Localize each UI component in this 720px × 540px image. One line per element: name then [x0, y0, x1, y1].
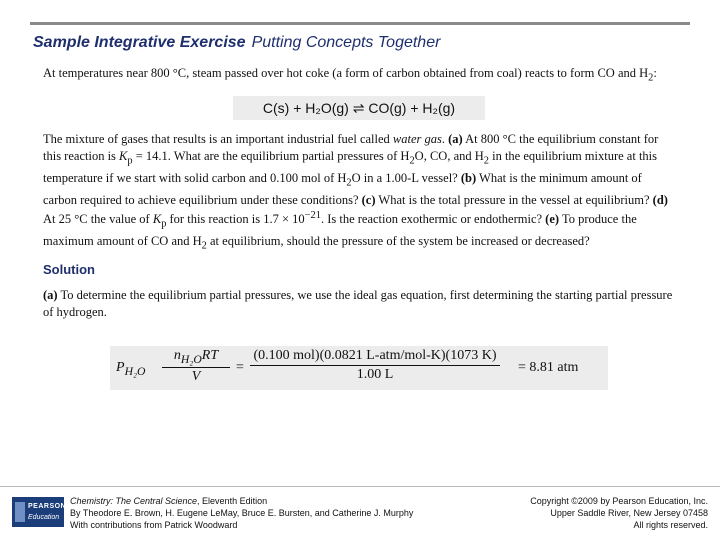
intro-end: : — [653, 66, 657, 80]
problem-text: The mixture of gases that results is an important industrial fuel called — [43, 132, 393, 146]
subscript: 2 — [346, 177, 352, 188]
problem-text: O in a 1.00-L vessel? — [351, 170, 461, 185]
fraction-denominator: V — [191, 368, 201, 384]
exponent: −21 — [304, 210, 321, 221]
problem-text: What is the minimum amount of carbon required to achieve equilibrium under these conditions? — [43, 170, 642, 207]
part-e-label: (e) — [545, 212, 560, 227]
solution-text: To determine the equilibrium partial pressures, we use the ideal gas equation, first determining the starting partial pressure of hydrogen. — [43, 288, 673, 319]
problem-text: for this reaction is 1.7 × 10 — [166, 212, 305, 227]
n-symbol: n — [173, 348, 181, 363]
part-c-label: (c) — [361, 192, 376, 207]
problem-text: . — [441, 132, 449, 146]
numeric-denominator: 1.00 L — [356, 367, 394, 382]
solution-heading: Solution — [43, 262, 95, 277]
problem-text: At 25 °C the value of — [43, 212, 153, 227]
address-line: Upper Saddle River, New Jersey 07458 — [550, 508, 708, 518]
problem-text: At 800 °C the equilibrium constant for this reaction is — [43, 132, 659, 163]
pressure-symbol: P — [116, 360, 125, 375]
equation-lhs — [116, 360, 145, 378]
numeric-numerator: (0.100 mol)(0.0821 L-atm/mol-K)(1073 K) — [253, 348, 497, 363]
subscript: 2 — [483, 155, 489, 166]
pressure-sub: H₂O — [124, 364, 146, 378]
gas-law-fraction — [162, 348, 230, 385]
problem-text: What is the total pressure in the vessel at equilibrium? — [375, 192, 653, 207]
footer-citation — [70, 495, 413, 531]
intro-text: At temperatures near 800 °C, steam passed over hot coke (a form of carbon obtained from coal) reacts to form CO and H — [43, 66, 649, 80]
kp-symbol: K — [119, 148, 128, 163]
part-d-label: (d) — [652, 192, 668, 207]
kp-sub: p — [161, 218, 167, 230]
reaction-equation: C(s) + H₂O(g) ⇌ CO(g) + H₂(g) — [233, 96, 485, 120]
subscript: 2 — [201, 240, 207, 252]
logo-mark — [15, 502, 25, 522]
kp-symbol: K — [152, 212, 162, 227]
problem-text: To produce the maximum amount of CO and H — [43, 212, 637, 249]
pearson-logo — [12, 497, 67, 527]
book-line — [70, 495, 413, 507]
numeric-fraction — [250, 348, 500, 383]
slide-title — [33, 34, 440, 52]
subscript: 2 — [409, 155, 415, 166]
problem-text: at equilibrium, should the pressure of the system be increased or decreased? — [206, 234, 590, 249]
problem-text: . Is the reaction exothermic or endothermic? — [320, 212, 546, 227]
problem-text: = 14.1. What are the equilibrium partial pressures of H — [132, 148, 410, 163]
book-authors: By Theodore E. Brown, H. Eugene LeMay, Bruce E. Bursten, and Catherine J. Murphy — [70, 508, 414, 518]
intro-sub: 2 — [648, 72, 654, 84]
footer-copyright — [530, 495, 708, 531]
fraction-bar — [250, 365, 500, 366]
water-gas-term: water gas — [392, 132, 442, 146]
ideal-gas-equation — [110, 346, 608, 390]
fraction-bar — [162, 367, 230, 368]
problem-paragraph — [43, 131, 673, 255]
fraction-numerator — [162, 348, 230, 366]
intro-paragraph — [43, 65, 673, 87]
logo-text-bottom: Education — [28, 514, 60, 521]
book-edition: , Eleventh Edition — [197, 496, 268, 506]
equation-result: = 8.81 atm — [518, 360, 579, 375]
solution-paragraph — [43, 287, 673, 320]
solution-part-a-label: (a) — [43, 288, 58, 302]
problem-text: in the equilibrium mixture at this temperature if we start with solid carbon and 0.100 mol of H — [43, 148, 657, 185]
footer-rule — [0, 486, 720, 487]
title-subtitle: Putting Concepts Together — [251, 34, 441, 51]
part-a-label: (a) — [448, 132, 463, 146]
part-b-label: (b) — [460, 170, 477, 185]
book-contributors: With contributions from Patrick Woodward — [70, 520, 238, 530]
problem-text: O, CO, and H — [414, 148, 484, 163]
kp-sub: p — [127, 155, 133, 166]
top-rule — [30, 22, 690, 25]
logo-text-top: PEARSON — [28, 503, 67, 510]
copyright-line: Copyright ©2009 by Pearson Education, Inc. — [530, 496, 708, 506]
equals-sign: = — [236, 360, 244, 375]
rt-symbol: RT — [201, 348, 219, 363]
book-title: Chemistry: The Central Science — [70, 496, 198, 506]
n-sub: H₂O — [180, 352, 202, 366]
rights-line: All rights reserved. — [633, 520, 708, 530]
title-main: Sample Integrative Exercise — [33, 34, 246, 51]
